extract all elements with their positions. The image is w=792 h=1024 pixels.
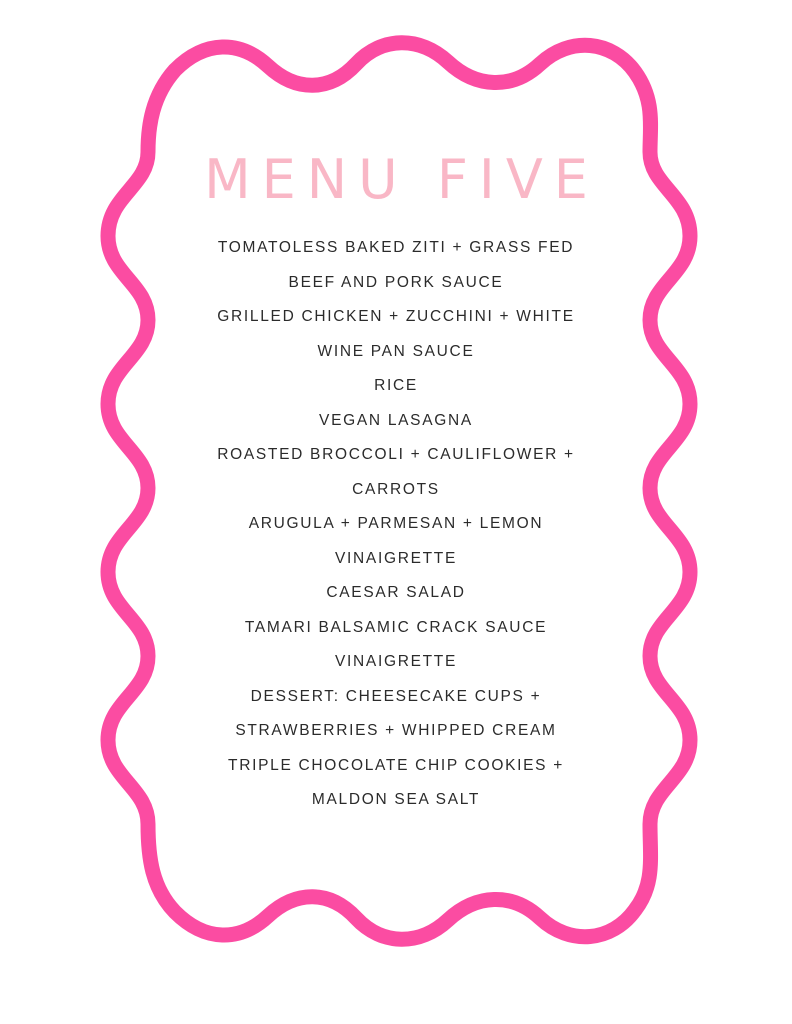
list-item: TRIPLE CHOCOLATE CHIP COOKIES + — [228, 756, 564, 774]
list-item: DESSERT: CHEESECAKE CUPS + — [250, 687, 542, 705]
list-item: WINE PAN SAUCE — [317, 342, 475, 360]
list-item: CARROTS — [352, 480, 440, 498]
list-item: ARUGULA + PARMESAN + LEMON — [248, 515, 544, 533]
list-item: STRAWBERRIES + WHIPPED CREAM — [235, 722, 557, 740]
list-item: TAMARI BALSAMIC CRACK SAUCE — [244, 618, 548, 636]
list-item: GRILLED CHICKEN + ZUCCHINI + WHITE — [217, 308, 575, 326]
list-item: VINAIGRETTE — [334, 549, 458, 567]
list-item: VEGAN LASAGNA — [319, 411, 473, 429]
list-item: CAESAR SALAD — [326, 584, 466, 602]
menu-content — [146, 150, 646, 818]
list-item: VINAIGRETTE — [334, 653, 458, 671]
menu-item-list — [146, 231, 646, 818]
list-item: ROASTED BROCCOLI + CAULIFLOWER + — [217, 446, 575, 464]
list-item: BEEF AND PORK SAUCE — [288, 273, 504, 291]
list-item: MALDON SEA SALT — [311, 791, 481, 809]
page-title: MENU FIVE — [204, 148, 599, 211]
list-item: RICE — [374, 377, 418, 395]
list-item: TOMATOLESS BAKED ZITI + GRASS FED — [217, 239, 575, 257]
